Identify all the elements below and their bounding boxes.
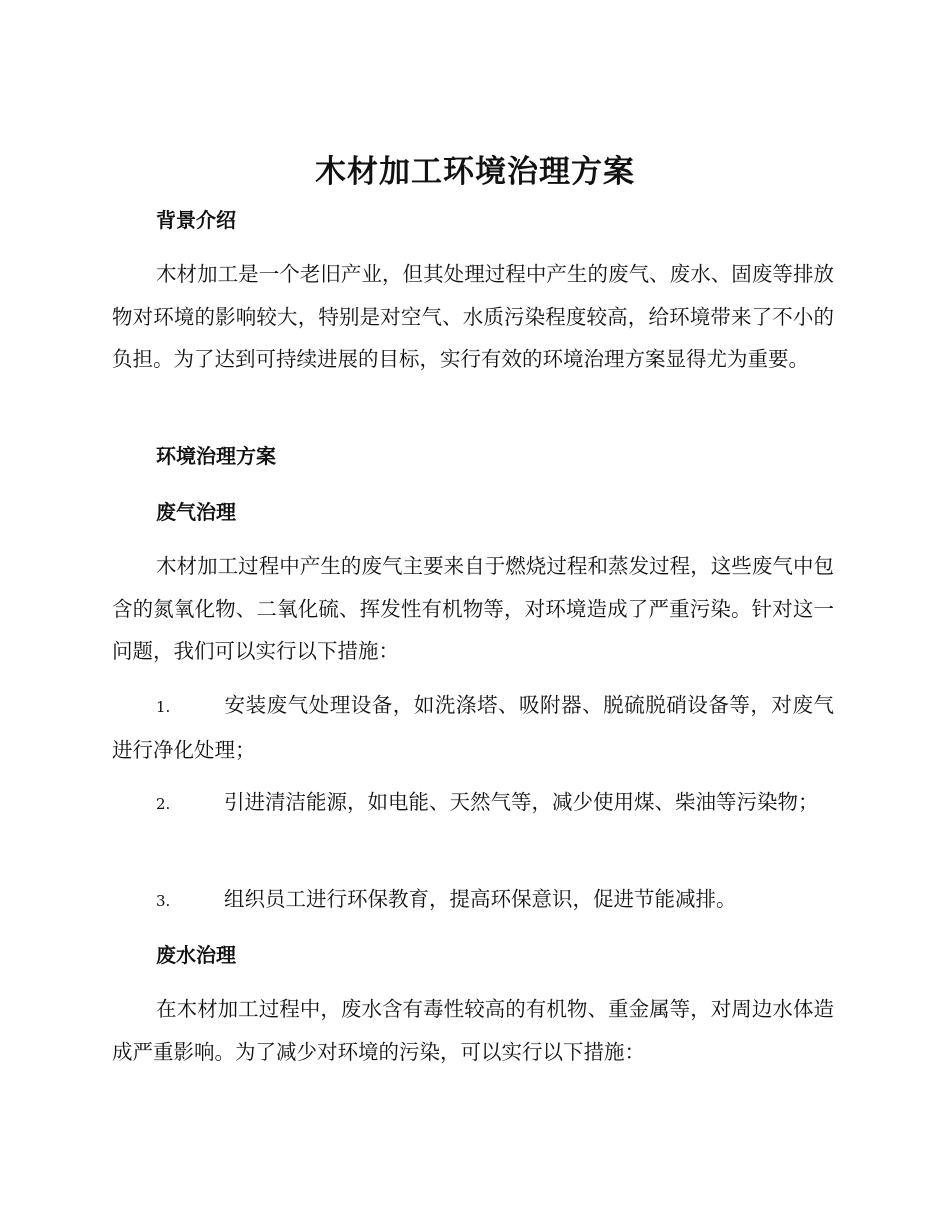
document-title: 木材加工环境治理方案 [315, 154, 635, 190]
section-heading-gas: 废气治理 [156, 500, 236, 524]
paragraph-water: 在木材加工过程中，废水含有毒性较高的有机物、重金属等，对周边水体造成严重影响。为了减少对环境的污染，可以实行以下措施： [112, 997, 834, 1064]
list-text: 组织员工进行环保教育，提高环保意识，促进节能减排。 [224, 887, 737, 911]
paragraph-background: 木材加工是一个老旧产业，但其处理过程中产生的废气、废水、固废等排放物对环境的影响较大，特别是对空气、水质污染程度较高，给环境带来了不小的负担。为了达到可持续进展的目标，实行有效的环境治理方案显得尤为重要。 [112, 262, 834, 371]
list-number: 2. [156, 795, 171, 813]
list-number: 1. [156, 698, 171, 716]
section-heading-plan: 环境治理方案 [156, 444, 276, 468]
list-item [112, 684, 834, 771]
list-text: 引进清洁能源，如电能、天然气等，减少使用煤、柴油等污染物； [224, 790, 819, 814]
paragraph-gas: 木材加工过程中产生的废气主要来自于燃烧过程和蒸发过程，这些废气中包含的氮氧化物、二氧化硫、挥发性有机物等，对环境造成了严重污染。针对这一问题，我们可以实行以下措施： [112, 554, 834, 663]
list-item [112, 781, 834, 826]
section-heading-water: 废水治理 [156, 943, 236, 967]
list-text: 安装废气处理设备，如洗涤塔、吸附器、脱硫脱硝设备等，对废气进行净化处理； [112, 693, 834, 762]
list-item [112, 878, 834, 923]
list-number: 3. [156, 892, 171, 910]
section-heading-background: 背景介绍 [156, 208, 236, 232]
